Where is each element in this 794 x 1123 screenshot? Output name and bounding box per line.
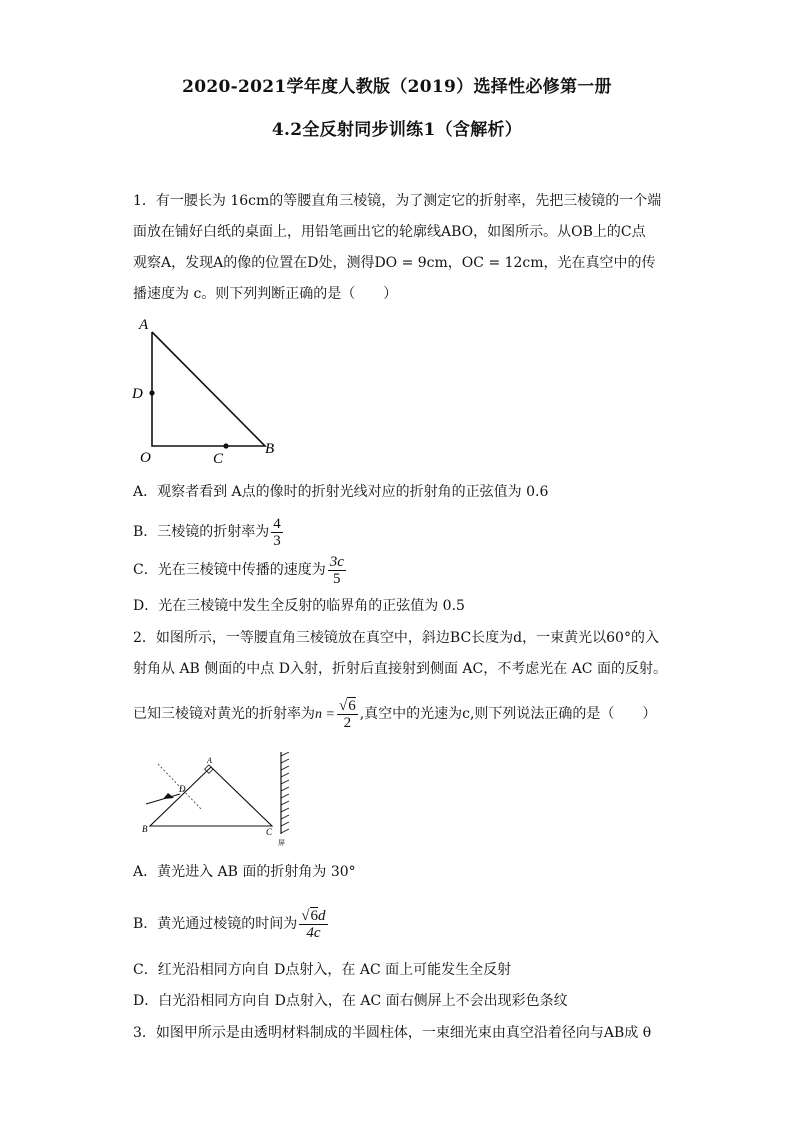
- label-a: A: [207, 756, 212, 765]
- label-screen: 屏: [278, 839, 285, 847]
- q2-stem-text: 已知三棱镜对黄光的折射率为: [133, 706, 315, 722]
- q1-option-b: [133, 515, 285, 549]
- fraction-numerator: [337, 698, 358, 715]
- label-c: C: [266, 827, 273, 837]
- sqrt-symbol: √: [301, 907, 310, 924]
- q1-option-a: A．观察者看到 A点的像时的折射光线对应的折射角的正弦值为 0.6: [133, 484, 549, 500]
- numerator-variable: d: [318, 907, 326, 924]
- fraction-denominator: 3: [273, 532, 281, 549]
- refractive-index-label: n =: [315, 707, 335, 722]
- q1-stem-line-4: 播速度为 c。则下列判断正确的是（ ）: [133, 286, 398, 302]
- refractive-index-fraction: [337, 698, 358, 731]
- label-d: D: [132, 386, 143, 402]
- q1-option-c-fraction: [328, 554, 346, 587]
- q1-option-b-fraction: [271, 516, 283, 549]
- sqrt-symbol: √: [338, 697, 348, 714]
- label-c: C: [213, 451, 224, 467]
- label-d: D: [179, 784, 186, 794]
- label-b: B: [142, 824, 148, 834]
- q1-stem-line-2: 面放在铺好白纸的桌面上，用铅笔画出它的轮廓线ABO，如图所示。从OB上的C点: [133, 224, 646, 240]
- q2-stem-line-1: 2．如图所示，一等腰直角三棱镜放在真空中，斜边BC长度为d，一束黄光以60°的入: [133, 630, 659, 646]
- label-o: O: [140, 450, 151, 466]
- q2-stem-text-suffix: ,真空中的光速为c,则下列说法正确的是（ ）: [359, 706, 657, 722]
- q1-option-d: D．光在三棱镜中发生全反射的临界角的正弦值为 0.5: [133, 598, 465, 614]
- fraction-denominator: 2: [343, 714, 352, 731]
- fraction-numerator: 3c: [329, 553, 344, 570]
- radicand: 6: [310, 907, 319, 924]
- fraction-numerator: 4: [273, 515, 281, 532]
- q1-option-c-text: C．光在三棱镜中传播的速度为: [133, 562, 326, 578]
- document-title-line-1: 2020-2021学年度人教版（2019）选择性必修第一册: [182, 77, 612, 97]
- q1-stem-line-3: 观察A，发现A的像的位置在D处，测得DO = 9cm，OC = 12cm，光在真空中的传: [133, 255, 656, 271]
- q1-stem-line-1: 1．有一腰长为 16cm的等腰直角三棱镜，为了测定它的折射率，先把三棱镜的一个端: [133, 193, 662, 209]
- fraction-numerator: [299, 908, 327, 925]
- point-c-dot: [223, 443, 228, 448]
- fraction-denominator: 4c: [306, 924, 321, 941]
- q2-stem-line-3: [133, 694, 656, 735]
- q1-triangle-figure: [128, 315, 288, 470]
- document-title-line-2: 4.2全反射同步训练1（含解析）: [271, 120, 523, 140]
- q2-option-d: D．白光沿相同方向自 D点射入，在 AC 面右侧屏上不会出现彩色条纹: [133, 993, 568, 1009]
- fraction-denominator: 5: [333, 570, 341, 587]
- q2-option-b-text: B．黄光通过棱镜的时间为: [133, 916, 298, 932]
- label-a: A: [139, 317, 149, 333]
- radicand: 6: [348, 697, 356, 714]
- label-b: B: [265, 441, 275, 457]
- q3-stem-line-1: 3．如图甲所示是由透明材料制成的半圆柱体，一束细光束由真空沿着径向与AB成 θ: [133, 1025, 652, 1041]
- q1-option-c: [133, 553, 348, 587]
- q1-option-b-text: B．三棱镜的折射率为: [133, 524, 270, 540]
- screen-hatching: [281, 752, 289, 833]
- q2-option-a: A．黄光进入 AB 面的折射角为 30°: [133, 864, 356, 880]
- q2-option-b: [133, 904, 330, 944]
- q2-prism-figure: [138, 752, 298, 850]
- point-d-dot: [149, 390, 154, 395]
- q2-option-c: C．红光沿相同方向自 D点射入，在 AC 面上可能发生全反射: [133, 962, 512, 978]
- q2-stem-line-2: 射角从 AB 侧面的中点 D入射，折射后直接射到侧面 AC，不考虑光在 AC 面的反射。: [133, 661, 667, 677]
- triangle-abo-outline: [152, 332, 265, 446]
- q2-option-b-fraction: [299, 908, 327, 941]
